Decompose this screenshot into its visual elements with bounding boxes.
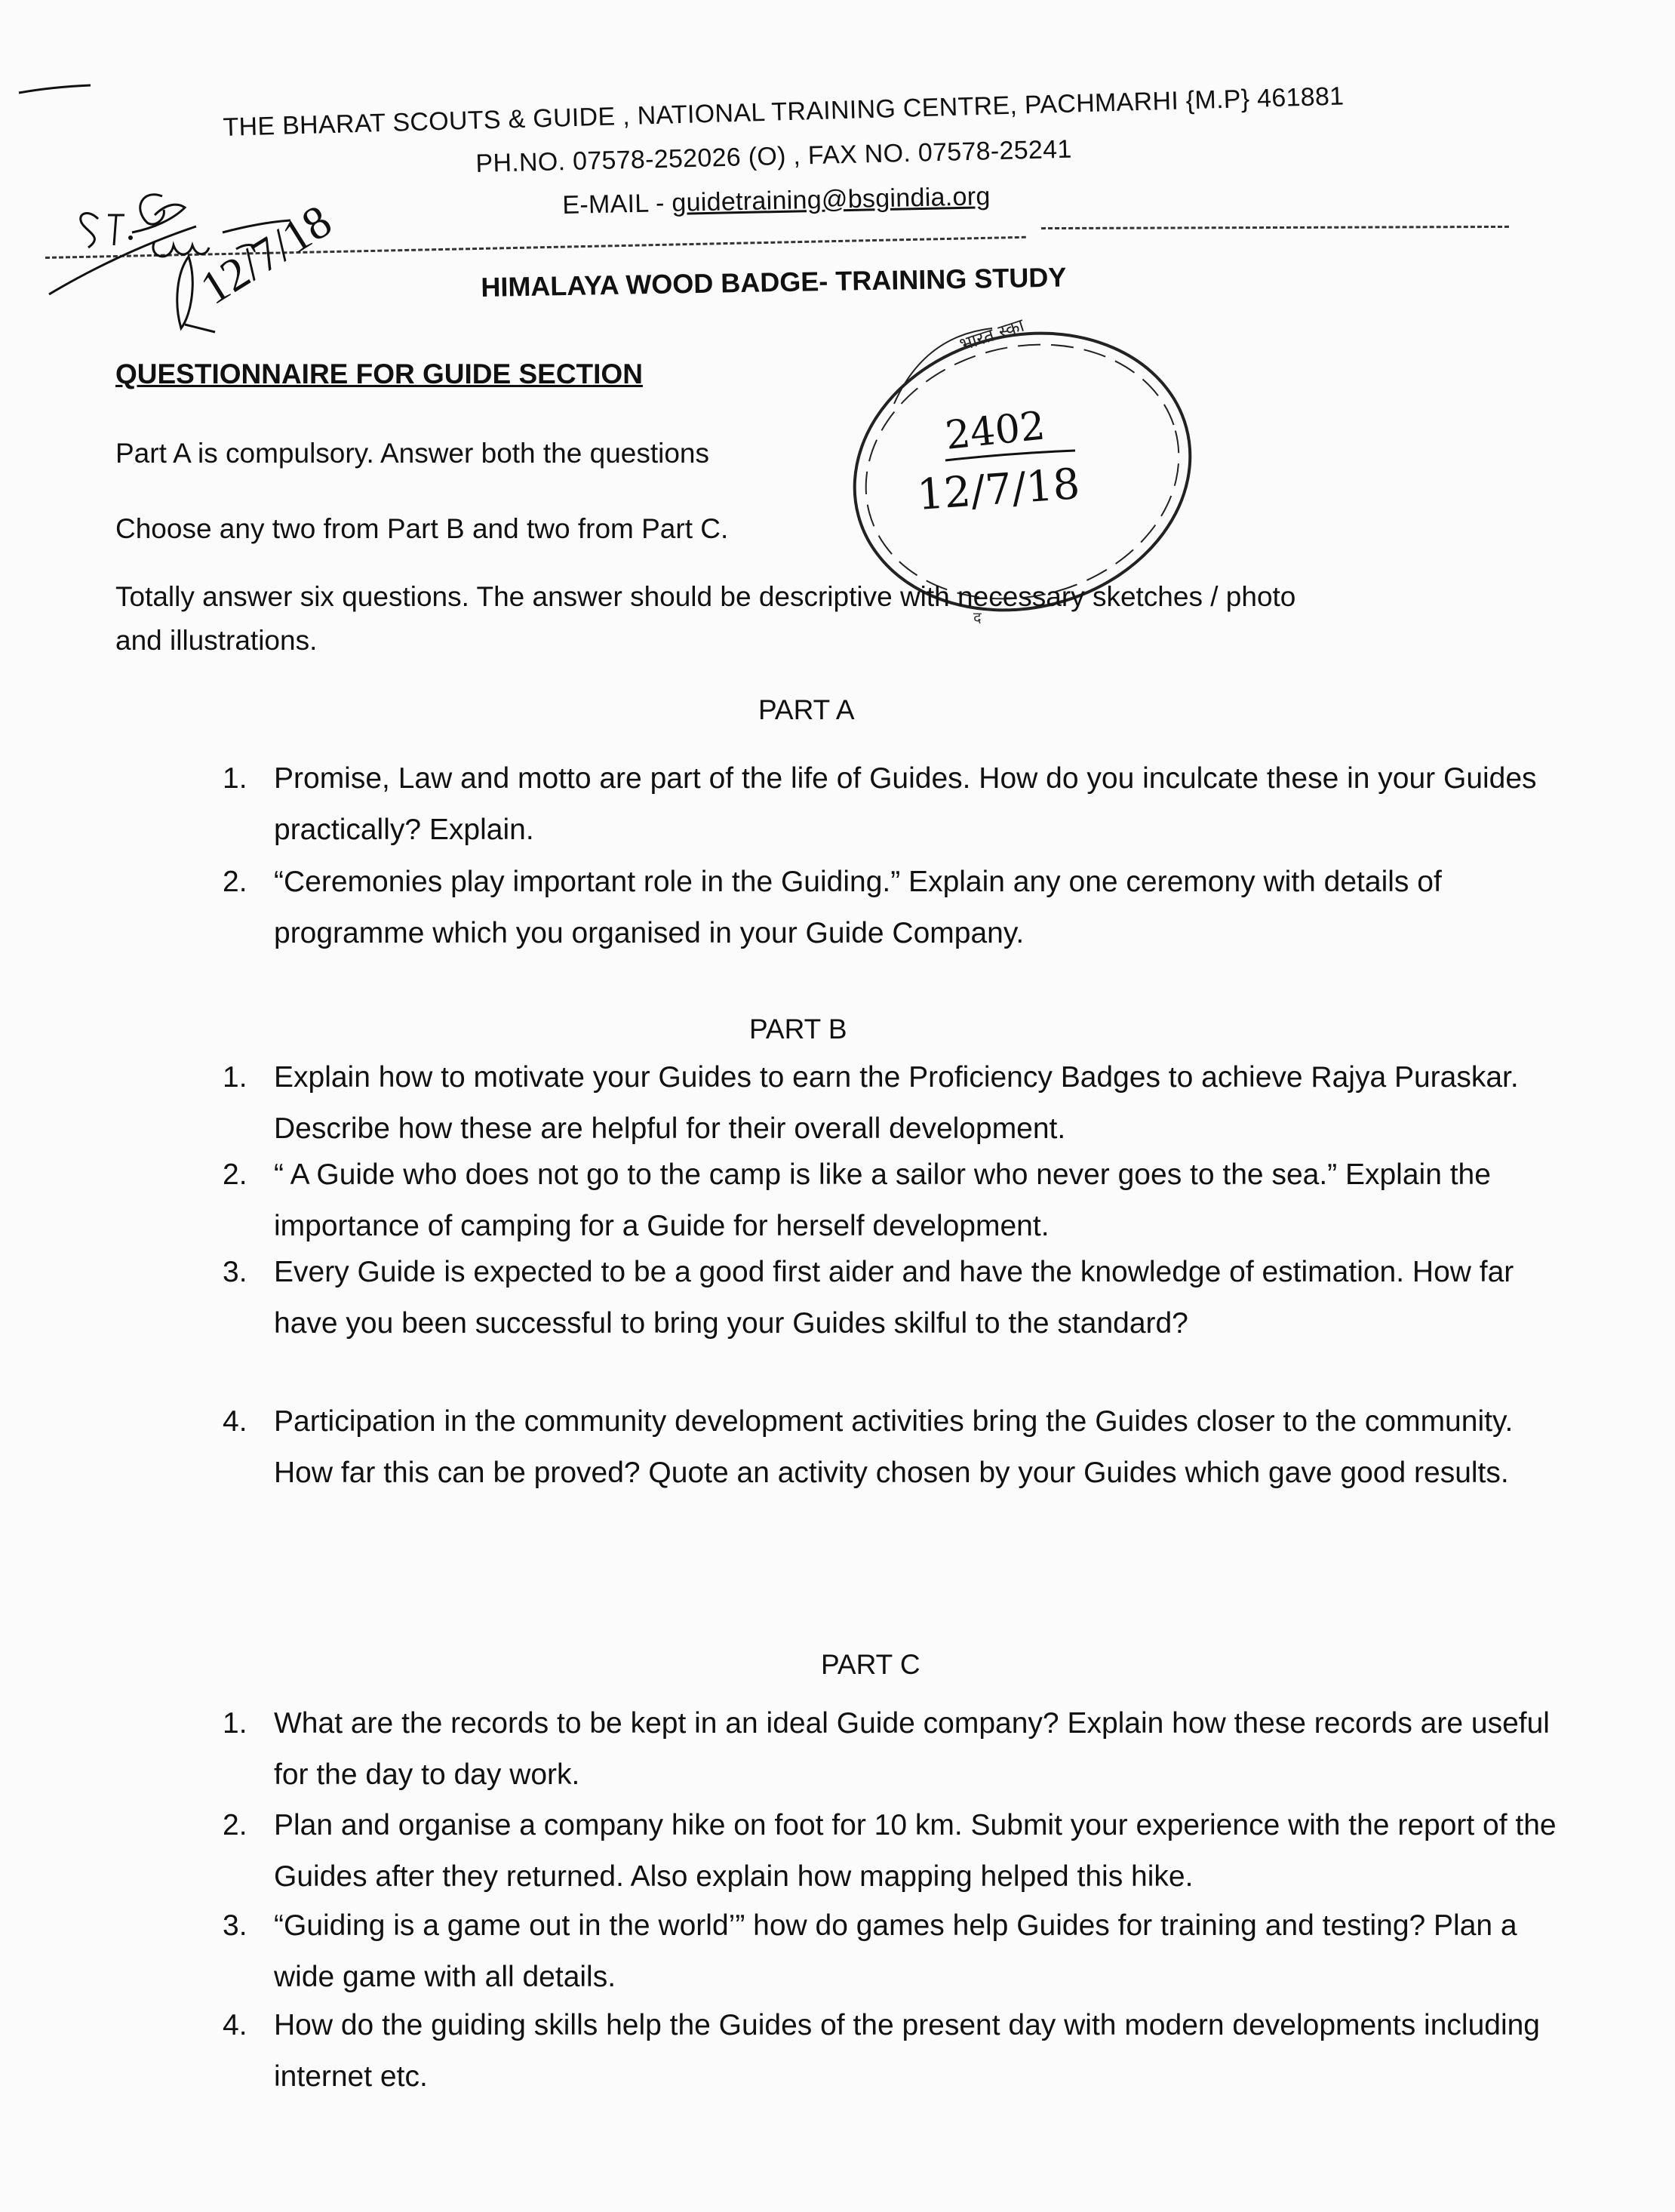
part-b-question: [223, 1052, 1566, 1155]
question-number: 4.: [223, 2009, 247, 2041]
question-number: 4.: [223, 1405, 247, 1438]
questionnaire-title: QUESTIONNAIRE FOR GUIDE SECTION: [115, 358, 643, 389]
handwritten-annotation: [41, 174, 449, 362]
part-b-question: [223, 1247, 1566, 1349]
part-b-heading: PART B: [749, 1014, 847, 1044]
part-c-question: [223, 1698, 1566, 1801]
question-text: “Ceremonies play important role in the Guiding.” Explain any one ceremony with details of programme which you organised in your Guide Company.: [274, 866, 1442, 949]
part-c-question: [223, 1800, 1566, 1903]
header-divider-right: [1041, 226, 1509, 229]
part-c-question: [223, 1900, 1566, 2003]
part-b-question: [223, 1149, 1566, 1252]
stamp-number: 2402: [943, 403, 1047, 459]
question-text: Promise, Law and motto are part of the life of Guides. How do you inculcate these in your Guides practically? Explain.: [274, 762, 1537, 846]
pen-mark: [15, 72, 98, 102]
part-c-question: [223, 2000, 1566, 2103]
part-a-question: [223, 857, 1566, 959]
svg-text:भारत स्का: भारत स्का: [957, 314, 1027, 355]
part-a-question: [223, 753, 1566, 856]
question-number: 1.: [223, 1707, 247, 1740]
question-text: “ A Guide who does not go to the camp is like a sailor who never goes to the sea.” Explain the importance of camping for a Guide for herself development.: [274, 1158, 1491, 1242]
annotation-date: 12/7/18: [192, 195, 341, 315]
email-label: E-MAIL -: [562, 188, 672, 220]
instruction-line-4: and illustrations.: [115, 625, 318, 656]
question-number: 1.: [223, 762, 247, 795]
header-organisation: THE BHARAT SCOUTS & GUIDE , NATIONAL TRAINING CENTRE, PACHMARHI {M.P} 461881: [223, 82, 1345, 142]
question-text: Participation in the community development activities bring the Guides closer to the community. How far this can be proved? Quote an activity chosen by your Guides which gave good results.: [274, 1405, 1514, 1489]
question-number: 2.: [223, 866, 247, 898]
question-number: 2.: [223, 1809, 247, 1841]
instruction-line-1: Part A is compulsory. Answer both the questions: [115, 438, 710, 469]
instruction-line-3: Totally answer six questions. The answer should be descriptive with necessary sketches / photo: [115, 581, 1296, 612]
part-c-heading: PART C: [821, 1649, 920, 1680]
question-number: 2.: [223, 1158, 247, 1191]
part-a-heading: PART A: [758, 694, 855, 725]
part-b-question: [223, 1396, 1566, 1499]
svg-text:द: द: [973, 608, 982, 626]
question-text: Explain how to motivate your Guides to earn the Proficiency Badges to achieve Rajya Puraskar. Describe how these are helpful for their overall development.: [274, 1061, 1519, 1145]
header-email: [562, 182, 991, 220]
question-number: 1.: [223, 1061, 247, 1094]
email-link[interactable]: guidetraining@bsgindia.org: [671, 182, 991, 217]
instruction-line-2: Choose any two from Part B and two from Part C.: [115, 513, 729, 544]
question-text: How do the guiding skills help the Guides of the present day with modern developments including internet etc.: [274, 2009, 1540, 2093]
header-phone-fax: PH.NO. 07578-252026 (O) , FAX NO. 07578-25241: [475, 134, 1072, 178]
page-title: HIMALAYA WOOD BADGE- TRAINING STUDY: [481, 261, 1067, 303]
question-number: 3.: [223, 1256, 247, 1288]
question-number: 3.: [223, 1909, 247, 1942]
stamp-date: 12/7/18: [915, 460, 1082, 520]
question-text: Plan and organise a company hike on foot for 10 km. Submit your experience with the report of the Guides after they returned. Also explain how mapping helped this hike.: [274, 1809, 1557, 1893]
question-text: “Guiding is a game out in the world’” how do games help Guides for training and testing? Plan a wide game with all details.: [274, 1909, 1517, 1993]
question-text: Every Guide is expected to be a good first aider and have the knowledge of estimation. How far have you been successful to bring your Guides skilful to the standard?: [274, 1256, 1514, 1340]
question-text: What are the records to be kept in an ideal Guide company? Explain how these records are useful for the day to day work.: [274, 1707, 1550, 1791]
